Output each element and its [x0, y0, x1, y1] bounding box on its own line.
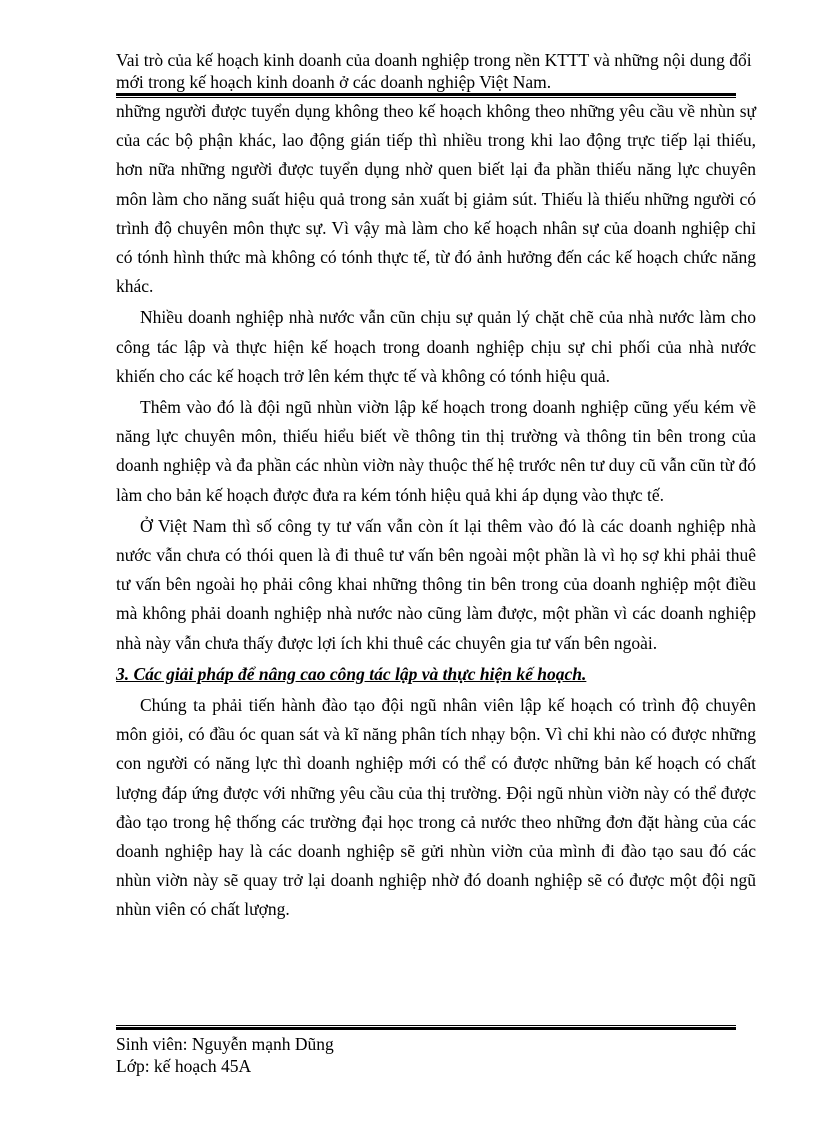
page-body — [116, 97, 756, 927]
section-paragraph-1: Chúng ta phải tiến hành đào tạo đội ngũ nhân viên lập kế hoạch có trình độ chuyên môn giỏi, có đầu óc quan sát và kĩ năng phân tích nhạy bộn. Vì chỉ khi nào có được những con người có năng lực thì doanh nghiệp mới có thể có được những bản kế hoạch có chất lượng đáp ứng được với những yêu cầu của thị trường. Đội ngũ nhùn viờn này có thể được đào tạo trong hệ thống các trường đại học trong cả nước theo những đơn đặt hàng của các doanh nghiệp hay là các doanh nghiệp sẽ gửi nhùn viờn của mình đi đào tạo sau đó các nhùn viờn này sẽ quay trở lại doanh nghiệp nhờ đó doanh nghiệp sẽ có được một đội ngũ nhùn viên có chất lượng. — [116, 695, 756, 920]
footer-student: Sinh viên: Nguyễn mạnh Dũng — [116, 1034, 334, 1054]
body-paragraph-3: Thêm vào đó là đội ngũ nhùn viờn lập kế hoạch trong doanh nghiệp cũng yếu kém về năng lực chuyên môn, thiếu hiểu biết về thông tin thị trường và thông tin bên trong của doanh nghiệp và đa phần các nhùn viờn này thuộc thế hệ trước nên tư duy cũ vẫn cũn từ đó làm cho bản kế hoạch được đưa ra kém tónh hiệu quả khi áp dụng vào thực tế. — [116, 397, 756, 505]
section-heading: 3. Các giải pháp để nâng cao công tác lập và thực hiện kế hoạch. — [116, 663, 587, 684]
body-paragraph-2: Nhiều doanh nghiệp nhà nước vẫn cũn chịu sự quản lý chặt chẽ của nhà nước làm cho công tác lập và thực hiện kế hoạch trong doanh nghiệp chịu sự chi phối của nhà nước khiến cho các kế hoạch trở lên kém thực tế và không có tónh hiệu quả. — [116, 307, 756, 386]
header-title: Vai trò của kế hoạch kinh doanh của doanh nghiệp trong nền KTTT và những nội dung đổi mới trong kế hoạch kinh doanh ở các doanh nghiệp Việt Nam. — [116, 50, 752, 92]
footer-divider — [116, 1025, 736, 1030]
footer-class: Lớp: kế hoạch 45A — [116, 1056, 252, 1076]
page-footer — [116, 1033, 516, 1077]
page-header — [116, 49, 756, 93]
body-paragraph-4: Ở Việt Nam thì số công ty tư vấn vẫn còn ít lại thêm vào đó là các doanh nghiệp nhà nước vẫn chưa có thói quen là đi thuê tư vấn bên ngoài một phần là vì họ sợ khi phải thuê tư vấn bên ngoài họ phải công khai những thông tin bên trong của doanh nghiệp một điều mà không phải doanh nghiệp nhà nước nào cũng làm được, một phần vì các doanh nghiệp nhà này vẫn chưa thấy được lợi ích khi thuê các chuyên gia tư vấn bên ngoài. — [116, 515, 756, 653]
body-paragraph-1: những người được tuyển dụng không theo kế hoạch không theo những yêu cầu về nhùn sự của các bộ phận khác, lao động gián tiếp thì nhiều trong khi lao động trực tiếp lại thiếu, hơn nữa những người được tuyển dụng nhờ quen biết lại đa phần thiếu năng lực chuyên môn làm cho năng suất hiệu quả trong sản xuất bị giảm sút. Thiếu là thiếu những người có trình độ chuyên môn thực sự. Vì vậy mà làm cho kế hoạch nhân sự của doanh nghiệp chỉ có tónh hình thức mà không có tónh thực tế, từ đó ảnh hưởng đến các kế hoạch chức năng khác. — [116, 101, 756, 297]
